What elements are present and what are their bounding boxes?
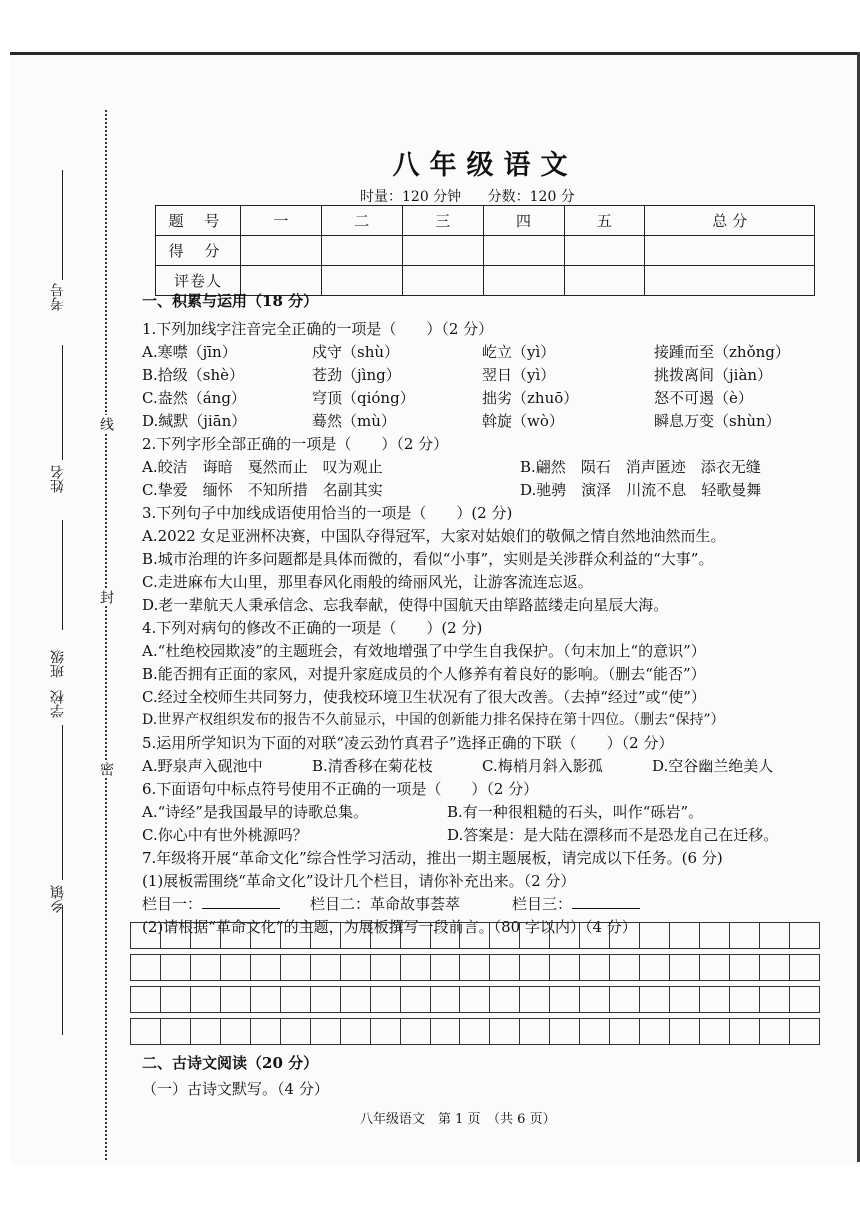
grid-cell[interactable] xyxy=(340,987,370,1013)
grid-cell[interactable] xyxy=(550,1019,580,1045)
xingming-label: 姓名 xyxy=(50,465,66,493)
col-header: 四 xyxy=(483,206,564,236)
grid-cell[interactable] xyxy=(789,923,819,949)
grid-cell[interactable] xyxy=(430,955,460,981)
q6-c: C.你心中有世外桃源吗？ xyxy=(142,826,308,844)
grid-cell[interactable] xyxy=(190,987,220,1013)
q7-stem: 7.年级将开展“革命文化”综合性学习活动，推出一期主题展板，请完成以下任务。(6 分) xyxy=(142,849,723,867)
col-header: 三 xyxy=(402,206,483,236)
grid-cell[interactable] xyxy=(220,1019,250,1045)
grid-cell[interactable] xyxy=(280,923,310,949)
grid-cell[interactable] xyxy=(160,955,190,981)
q4-a: A.“杜绝校园欺凌”的主题班会，有效地增强了中学生自我保护。（句末加上“的意识”） xyxy=(142,642,706,660)
q1-a3: 屹立（yì） xyxy=(482,343,556,361)
q1-stem: 1.下列加线字注音完全正确的一项是（ ）（2 分） xyxy=(142,320,494,338)
grid-cell[interactable] xyxy=(220,987,250,1013)
grid-cell[interactable] xyxy=(280,987,310,1013)
q2-c: C.挚爱 缅怀 不知所措 名副其实 xyxy=(142,481,383,499)
grid-cell[interactable] xyxy=(460,1019,490,1045)
grid-cell[interactable] xyxy=(190,923,220,949)
grader-cell xyxy=(564,266,645,296)
q7-col1-blank[interactable] xyxy=(202,908,280,909)
q1-a4: 接踵而至（zhǒng） xyxy=(654,343,790,361)
grid-cell[interactable] xyxy=(520,923,550,949)
grid-cell[interactable] xyxy=(370,987,400,1013)
grid-cell[interactable] xyxy=(490,987,520,1013)
kaohao-label: 考号 xyxy=(50,283,66,311)
grid-cell[interactable] xyxy=(370,1019,400,1045)
banji-line xyxy=(62,520,63,630)
grid-cell[interactable] xyxy=(250,1019,280,1045)
grid-cell[interactable] xyxy=(160,1019,190,1045)
score-cell xyxy=(645,236,815,266)
grid-cell[interactable] xyxy=(250,923,280,949)
q1-b1: B.拾级（shè） xyxy=(142,366,245,384)
q1-c2: 穹顶（qióng） xyxy=(312,389,415,407)
grid-row xyxy=(131,923,820,949)
grid-cell[interactable] xyxy=(789,955,819,981)
grid-cell[interactable] xyxy=(460,987,490,1013)
q1-b3: 翌日（yì） xyxy=(482,366,556,384)
grid-cell[interactable] xyxy=(340,923,370,949)
q4-d: D.世界产权组织发布的报告不久前显示，中国的创新能力排名保持在第十四位。（删去“保持”） xyxy=(142,712,725,728)
grid-cell[interactable] xyxy=(760,987,790,1013)
q1-c1: C.盎然（áng） xyxy=(142,389,246,407)
grid-row xyxy=(131,955,820,981)
grid-cell[interactable] xyxy=(220,955,250,981)
grader-cell xyxy=(321,266,402,296)
q1-c3: 拙劣（zhuō） xyxy=(482,389,579,407)
score-cell xyxy=(321,236,402,266)
grid-cell[interactable] xyxy=(760,923,790,949)
q7-col1-label: 栏目一： xyxy=(142,895,203,913)
q3-stem: 3.下列句子中加线成语使用恰当的一项是（ ）(2 分) xyxy=(142,504,513,522)
grid-cell[interactable] xyxy=(610,1019,640,1045)
q7-col3-blank[interactable] xyxy=(572,908,640,909)
grid-cell[interactable] xyxy=(400,987,430,1013)
grid-cell[interactable] xyxy=(670,1019,700,1045)
q4-stem: 4.下列对病句的修改不正确的一项是（ ）(2 分) xyxy=(142,619,483,637)
grid-cell[interactable] xyxy=(430,1019,460,1045)
exam-title: 八年级语文 xyxy=(392,150,578,181)
seal-feng: 封 xyxy=(98,590,114,604)
q3-c: C.走进麻布大山里，那里春风化雨般的绮丽风光，让游客流连忘返。 xyxy=(142,573,593,591)
xiangzhen-label: 乡镇 xyxy=(50,885,66,913)
q5-d: D.空谷幽兰绝美人 xyxy=(652,757,774,775)
grid-cell[interactable] xyxy=(670,987,700,1013)
grid-cell[interactable] xyxy=(700,987,730,1013)
scan-top-margin xyxy=(0,0,860,52)
grid-cell[interactable] xyxy=(730,955,760,981)
q1-a1: A.寒噤（jīn） xyxy=(142,343,237,361)
grid-cell[interactable] xyxy=(280,1019,310,1045)
seal-xian: 线 xyxy=(98,417,114,431)
grid-cell[interactable] xyxy=(610,923,640,949)
q7-col3-label: 栏目三： xyxy=(512,895,573,913)
grid-cell[interactable] xyxy=(550,987,580,1013)
grid-cell[interactable] xyxy=(310,923,340,949)
grid-cell[interactable] xyxy=(760,1019,790,1045)
grid-cell[interactable] xyxy=(670,955,700,981)
q6-stem: 6.下面语句中标点符号使用不正确的一项是（ ）（2 分） xyxy=(142,780,539,798)
grid-cell[interactable] xyxy=(730,987,760,1013)
section2-sub: （一）古诗文默写。（4 分） xyxy=(142,1080,329,1098)
grid-cell[interactable] xyxy=(520,1019,550,1045)
grid-cell[interactable] xyxy=(789,1019,819,1045)
grid-cell[interactable] xyxy=(640,923,670,949)
grid-cell[interactable] xyxy=(580,955,610,981)
grader-cell xyxy=(483,266,564,296)
grid-cell[interactable] xyxy=(490,923,520,949)
grader-cell xyxy=(402,266,483,296)
q5-a: A.野泉声入砚池中 xyxy=(142,757,263,775)
xiangzhen-line xyxy=(62,905,63,1035)
q5-b: B.清香移在菊花枝 xyxy=(312,757,433,775)
grid-cell[interactable] xyxy=(700,955,730,981)
col-header: 一 xyxy=(241,206,322,236)
grid-row xyxy=(131,1019,820,1045)
q6-d: D.答案是：是大陆在漂移而不是恐龙自己在迁移。 xyxy=(447,826,779,844)
time-limit: 时量：120 分钟 xyxy=(360,189,462,205)
grid-cell[interactable] xyxy=(700,1019,730,1045)
total-score: 分数：120 分 xyxy=(487,189,575,205)
grader-cell xyxy=(645,266,815,296)
q2-stem: 2.下列字形全部正确的一项是（ ）（2 分） xyxy=(142,435,449,453)
grid-cell[interactable] xyxy=(640,987,670,1013)
grid-cell[interactable] xyxy=(160,923,190,949)
score-cell xyxy=(564,236,645,266)
q3-b: B.城市治理的许多问题都是具体而微的，看似“小事”，实则是关涉群众利益的“大事”。 xyxy=(142,550,714,568)
q7-col2: 栏目二：革命故事荟萃 xyxy=(310,895,461,913)
q3-d: D.老一辈航天人秉承信念、忘我奉献，使得中国航天由筚路蓝缕走向星辰大海。 xyxy=(142,596,669,614)
binding-dotted-line xyxy=(105,110,107,1160)
col-header: 二 xyxy=(321,206,402,236)
grid-cell[interactable] xyxy=(280,955,310,981)
grid-cell[interactable] xyxy=(131,955,161,981)
grid-cell[interactable] xyxy=(490,955,520,981)
q4-b: B.能否拥有正面的家风，对提升家庭成员的个人修养有着良好的影响。（删去“能否”） xyxy=(142,665,706,683)
q7-sub1: (1)展板需围绕“革命文化”设计几个栏目，请你补充出来。（2 分） xyxy=(142,872,576,890)
q7-sub2: (2)请根据“革命文化”的主题，为展板撰写一段前言。（80 字以内）（4 分） xyxy=(142,918,637,936)
banji-label: 班级 xyxy=(50,650,66,678)
grid-row xyxy=(131,987,820,1013)
q1-d2: 蓦然（mù） xyxy=(312,412,396,430)
grid-cell[interactable] xyxy=(520,987,550,1013)
section1-title: 一、积累与运用（18 分） xyxy=(142,292,319,310)
q6-b: B.有一种很粗糙的石头，叫作“砾岩”。 xyxy=(447,803,704,821)
score-table xyxy=(155,205,815,296)
section2-title: 二、古诗文阅读（20 分） xyxy=(142,1054,319,1072)
grid-cell[interactable] xyxy=(550,923,580,949)
grid-cell[interactable] xyxy=(131,987,161,1013)
grid-cell[interactable] xyxy=(760,955,790,981)
row-label: 评卷人 xyxy=(156,266,241,296)
xuexiao-line-2 xyxy=(62,725,63,880)
q3-a: A.2022 女足亚洲杯决赛，中国队夺得冠军，大家对姑娘们的敬佩之情自然地油然而生。 xyxy=(142,527,726,545)
page-footer: 八年级语文 第 1 页 （共 6 页） xyxy=(360,1112,556,1127)
seal-mi: 密 xyxy=(98,762,114,776)
exam-meta xyxy=(360,186,597,206)
kaohao-line xyxy=(62,170,63,280)
q1-a2: 戍守（shù） xyxy=(312,343,400,361)
grid-cell[interactable] xyxy=(580,1019,610,1045)
grid-cell[interactable] xyxy=(310,955,340,981)
writing-grid-table[interactable] xyxy=(130,922,820,1045)
grid-cell[interactable] xyxy=(730,1019,760,1045)
q7-col1 xyxy=(142,893,280,914)
q1-d3: 斡旋（wò） xyxy=(482,412,564,430)
grid-cell[interactable] xyxy=(220,923,250,949)
grid-cell[interactable] xyxy=(460,923,490,949)
score-cell xyxy=(483,236,564,266)
grid-cell[interactable] xyxy=(580,923,610,949)
grid-cell[interactable] xyxy=(610,955,640,981)
score-row xyxy=(156,236,815,266)
score-cell xyxy=(402,236,483,266)
grid-cell[interactable] xyxy=(520,955,550,981)
grid-cell[interactable] xyxy=(640,1019,670,1045)
row-label: 题 号 xyxy=(156,206,241,236)
q4-c: C.经过全校师生共同努力，使我校环境卫生状况有了很大改善。（去掉“经过”或“使”） xyxy=(142,688,706,706)
grid-cell[interactable] xyxy=(789,987,819,1013)
q1-d4: 瞬息万变（shùn） xyxy=(654,412,781,430)
grid-cell[interactable] xyxy=(430,987,460,1013)
grid-cell[interactable] xyxy=(400,923,430,949)
grid-cell[interactable] xyxy=(370,923,400,949)
grid-cell[interactable] xyxy=(190,1019,220,1045)
grid-cell[interactable] xyxy=(310,987,340,1013)
grid-cell[interactable] xyxy=(670,923,700,949)
grid-cell[interactable] xyxy=(190,955,220,981)
grid-cell[interactable] xyxy=(131,923,161,949)
q7-col3 xyxy=(512,893,640,914)
q1-b4: 挑拨离间（jiàn） xyxy=(654,366,773,384)
score-cell xyxy=(241,236,322,266)
grid-cell[interactable] xyxy=(730,923,760,949)
grid-cell[interactable] xyxy=(430,923,460,949)
q6-a: A.“诗经”是我国最早的诗歌总集。 xyxy=(142,803,368,821)
grid-cell[interactable] xyxy=(340,955,370,981)
grid-cell[interactable] xyxy=(250,955,280,981)
q5-stem: 5.运用所学知识为下面的对联“凌云劲竹真君子”选择正确的下联（ ）（2 分） xyxy=(142,734,674,752)
row-label: 得 分 xyxy=(156,236,241,266)
col-header: 五 xyxy=(564,206,645,236)
grid-cell[interactable] xyxy=(400,955,430,981)
writing-grid[interactable] xyxy=(130,922,820,1047)
grid-cell[interactable] xyxy=(580,987,610,1013)
grid-cell[interactable] xyxy=(460,955,490,981)
grid-cell[interactable] xyxy=(400,1019,430,1045)
grid-cell[interactable] xyxy=(250,987,280,1013)
q1-d1: D.缄默（jiān） xyxy=(142,412,247,430)
q1-b2: 苍劲（jìng） xyxy=(312,366,401,384)
grid-cell[interactable] xyxy=(340,1019,370,1045)
col-header: 总 分 xyxy=(645,206,815,236)
grid-cell[interactable] xyxy=(160,987,190,1013)
grid-cell[interactable] xyxy=(131,1019,161,1045)
xingming-line xyxy=(62,345,63,460)
q5-c: C.梅梢月斜入影孤 xyxy=(482,757,603,775)
grid-cell[interactable] xyxy=(640,955,670,981)
q2-a: A.皎洁 诲暗 戛然而止 叹为观止 xyxy=(142,458,383,476)
grid-cell[interactable] xyxy=(700,923,730,949)
grid-cell[interactable] xyxy=(550,955,580,981)
grid-cell[interactable] xyxy=(490,1019,520,1045)
q2-d: D.驰骋 演泽 川流不息 轻歌曼舞 xyxy=(520,481,762,499)
grid-cell[interactable] xyxy=(370,955,400,981)
score-table-header-row xyxy=(156,206,815,236)
grid-cell[interactable] xyxy=(310,1019,340,1045)
q2-b: B.翩然 陨石 消声匿迹 添衣无缝 xyxy=(520,458,761,476)
xuexiao-label: 学校 xyxy=(50,690,66,718)
q1-c4: 怒不可遏（è） xyxy=(654,389,753,407)
grid-cell[interactable] xyxy=(610,987,640,1013)
